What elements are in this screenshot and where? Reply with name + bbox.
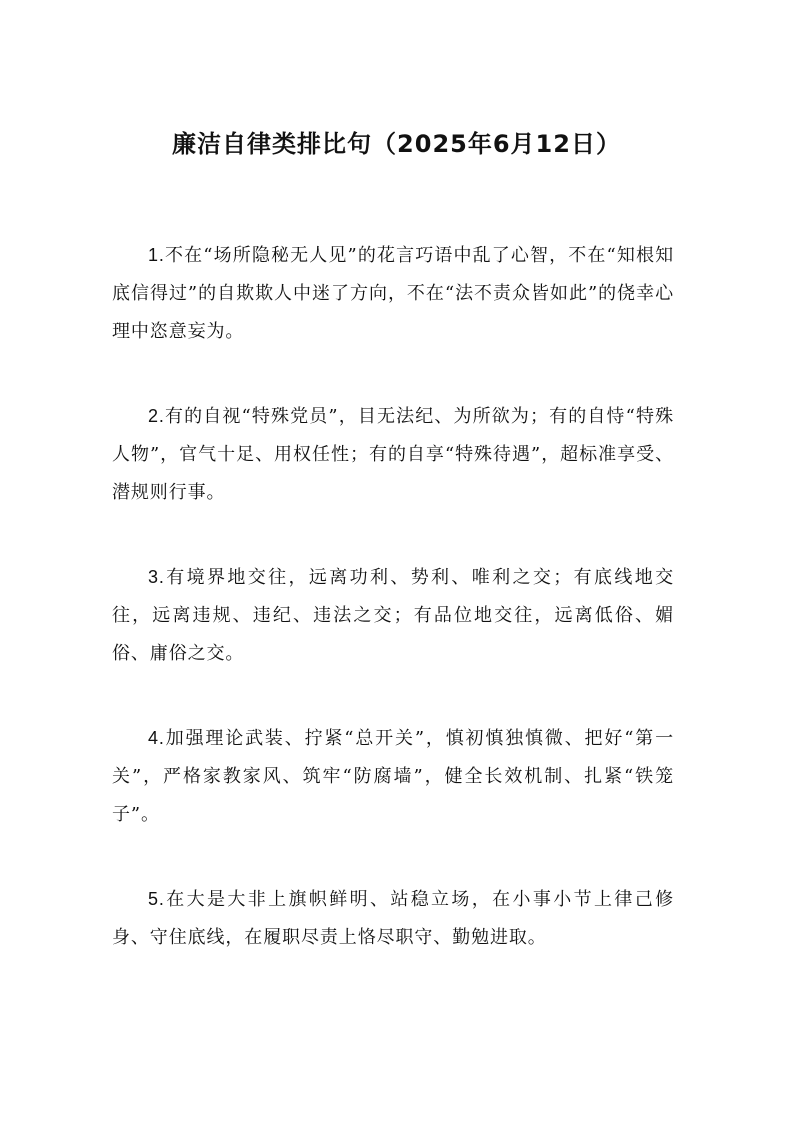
paragraph-number: 3. xyxy=(148,567,165,587)
paragraph-number: 2. xyxy=(148,406,165,426)
document-title: 廉洁自律类排比句（2025年6月12日） xyxy=(172,130,621,158)
paragraph-2 xyxy=(112,397,674,512)
document-body xyxy=(112,236,674,1003)
paragraph-text: 有的自视“特殊党员”，目无法纪、为所欲为；有的自恃“特殊人物”，官气十足、用权任性；有的自享“特殊待遇”，超标准享受、潜规则行事。 xyxy=(112,406,674,503)
paragraph-text: 在大是大非上旗帜鲜明、站稳立场，在小事小节上律己修身、守住底线，在履职尽责上恪尽职守、勤勉进取。 xyxy=(112,889,674,948)
paragraph-5 xyxy=(112,880,674,957)
paragraph-3 xyxy=(112,558,674,673)
paragraph-number: 4. xyxy=(148,728,165,748)
paragraph-text: 有境界地交往，远离功利、势利、唯利之交；有底线地交往，远离违规、违纪、违法之交；有品位地交往，远离低俗、媚俗、庸俗之交。 xyxy=(112,567,674,664)
paragraph-1 xyxy=(112,236,674,351)
paragraph-number: 1. xyxy=(148,245,165,265)
paragraph-text: 不在“场所隐秘无人见”的花言巧语中乱了心智，不在“知根知底信得过”的自欺欺人中迷了方向，不在“法不责众皆如此”的侥幸心理中恣意妄为。 xyxy=(112,245,674,342)
paragraph-4 xyxy=(112,719,674,834)
paragraph-number: 5. xyxy=(148,889,165,909)
paragraph-text: 加强理论武装、拧紧“总开关”，慎初慎独慎微、把好“第一关”，严格家教家风、筑牢“防腐墙”，健全长效机制、扎紧“铁笼子”。 xyxy=(112,728,674,825)
